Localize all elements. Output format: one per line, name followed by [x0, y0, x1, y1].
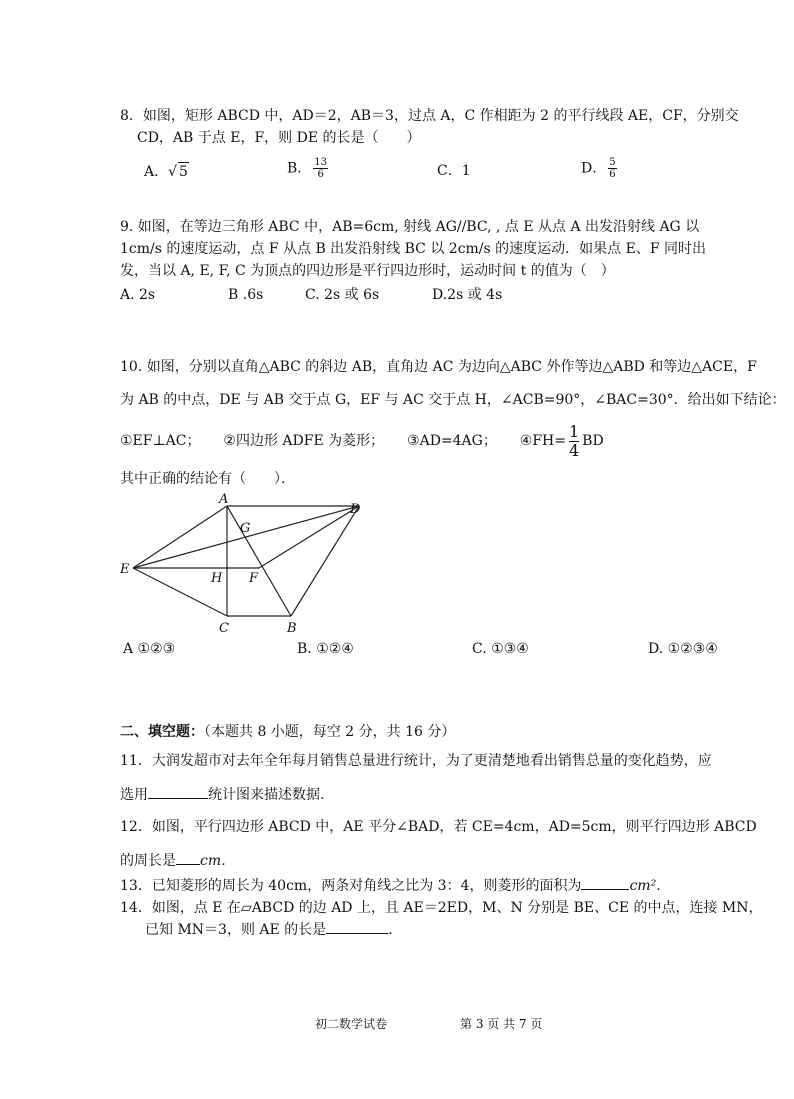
q12-line1: 12．如图，平行四边形 ABCD 中，AE 平分∠BAD，若 CE=4cm，AD=5cm，则平行四边形 ABCD — [120, 819, 757, 835]
q8-option-b: B． $\frac{13}{6}$ — [287, 157, 328, 180]
label-F: F — [249, 571, 259, 586]
q8-line1: 8．如图，矩形 ABCD 中，AD＝2，AB＝3，过点 A，C 作相距为 2 的平行线段 AE，CF，分别交 — [120, 108, 739, 124]
section-title: 二、填空题： — [120, 724, 204, 740]
section-desc: （本题共 8 小题，每空 2 分，共 16 分） — [204, 724, 456, 740]
answer-blank[interactable] — [148, 786, 208, 799]
q9-option-c: C. 2s 或 6s — [305, 287, 380, 303]
q13-line: 13．已知菱形的周长为 40cm，两条对角线之比为 3：4，则菱形的面积为 cm². — [120, 878, 661, 894]
footer-exam-name: 初二数学试卷 — [315, 1017, 388, 1031]
q9-option-a: A. 2s — [120, 287, 156, 303]
label-D: D — [350, 502, 361, 517]
q8-line2: CD，AB 于点 E，F，则 DE 的长是（ ） — [137, 130, 421, 146]
label-B: B — [287, 621, 297, 636]
q9-line2: 1cm/s 的速度运动，点 F 从点 B 出发沿射线 BC 以 2cm/s 的速度运动．如果点 E、F 同时出 — [120, 241, 706, 257]
q10-option-b: B. ①②④ — [297, 641, 354, 657]
q11-line2: 选用 统计图来描述数据. — [120, 787, 325, 803]
q14-line1: 14．如图，点 E 在▱ABCD 的边 AD 上，且 AE＝2ED，M、N 分别是 BE、CE 的中点，连接 MN， — [120, 900, 763, 916]
conclusion-1: ①EF⊥AC； — [120, 433, 201, 449]
seg-ED — [133, 506, 359, 568]
conclusion-3: ③AD=4AG； — [407, 433, 497, 449]
seg-AB — [227, 506, 291, 616]
q12-line2: 的周长是 cm． — [120, 853, 236, 869]
fraction: $\frac{13}{6}$ — [314, 157, 328, 180]
q8-option-c: C．1 — [437, 163, 471, 179]
q10-conclusions — [120, 422, 604, 460]
fraction: $\frac{5}{6}$ — [609, 157, 616, 180]
fraction: $\frac{1}{4}$ — [568, 421, 580, 460]
seg-DB — [291, 506, 359, 616]
label-E: E — [120, 562, 130, 577]
q11-line1: 11．大润发超市对去年全年每月销售总量进行统计，为了更清楚地看出销售总量的变化趋势，应 — [120, 753, 712, 769]
label-G: G — [240, 521, 251, 536]
seg-EA — [133, 506, 227, 568]
q8-option-a: A．√ 5 — [144, 164, 188, 180]
q9-option-b: B .6s — [228, 287, 264, 303]
conclusion-4: ④FH= $\frac{1}{4}$ BD — [519, 421, 604, 460]
q14-line2: 已知 MN＝3，则 AE 的长是 ． — [145, 922, 403, 938]
section-2-heading — [120, 723, 455, 741]
q10-option-a: A ①②③ — [123, 641, 176, 657]
q10-option-d: D. ①②③④ — [648, 641, 718, 657]
q10-line1: 10. 如图，分别以直角△ABC 的斜边 AB，直角边 AC 为边向△ABC 外作等边△ABD 和等边△ACE，F — [120, 359, 757, 375]
label-H: H — [211, 571, 223, 586]
q10-line4: 其中正确的结论有（ ）． — [120, 471, 295, 487]
footer-page-number: 第 3 页 共 7 页 — [460, 1017, 543, 1031]
sqrt-radicand: 5 — [179, 164, 188, 180]
q10-option-c: C. ①③④ — [472, 641, 529, 657]
answer-blank[interactable] — [326, 921, 388, 934]
q10-line2: 为 AB 的中点，DE 与 AB 交于点 G，EF 与 AC 交于点 H，∠ACB=90°，∠BAC=30°．给出如下结论： — [120, 392, 786, 408]
q9-line1: 9. 如图，在等边三角形 ABC 中，AB=6cm, 射线 AG//BC, , 点 E 从点 A 出发沿射线 AG 以 — [120, 219, 700, 235]
conclusion-2: ②四边形 ADFE 为菱形； — [223, 433, 385, 449]
q9-line3: 发，当以 A, E, F, C 为顶点的四边形是平行四边形时，运动时间 t 的值为（ ） — [120, 263, 615, 279]
answer-blank[interactable] — [176, 852, 200, 865]
q9-option-d: D.2s 或 4s — [432, 287, 503, 303]
q8-option-d: D． $\frac{5}{6}$ — [581, 157, 616, 180]
geometry-figure — [115, 492, 375, 637]
seg-FD — [259, 506, 359, 568]
label-A: A — [219, 492, 229, 507]
label-C: C — [219, 621, 229, 636]
answer-blank[interactable] — [581, 877, 629, 890]
